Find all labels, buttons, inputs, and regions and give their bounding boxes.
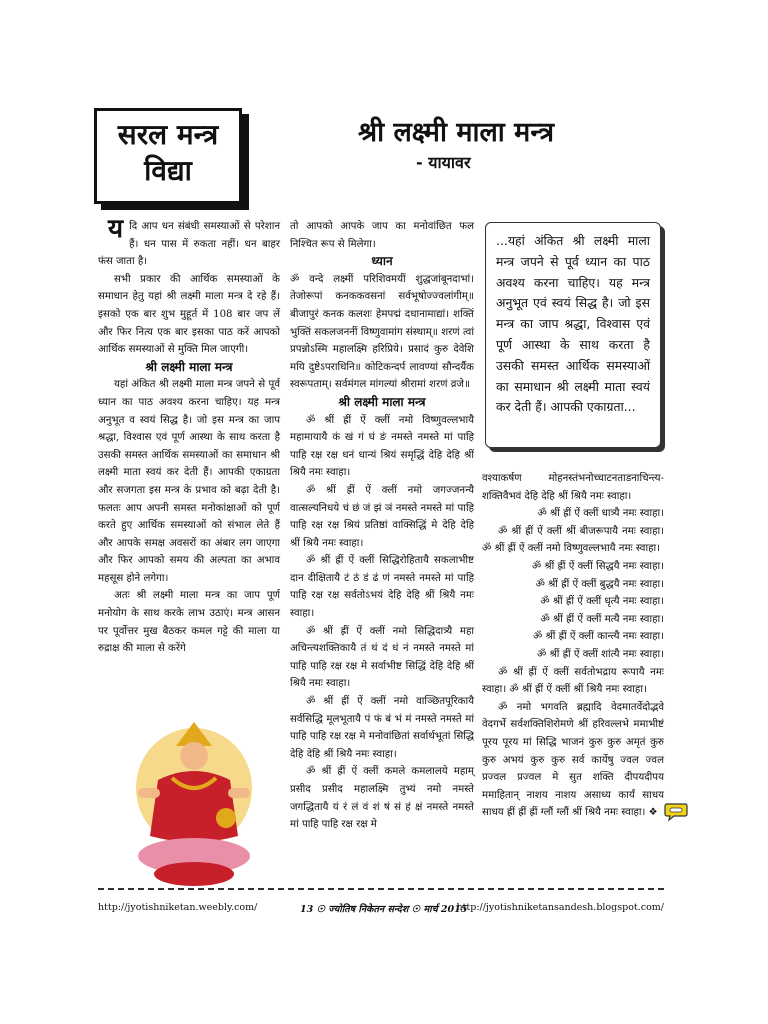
footer-divider xyxy=(98,888,664,890)
section-badge-line2: विद्या xyxy=(144,154,192,187)
paragraph: यहां अंकित श्री लक्ष्मी माला मन्त्र जपने से पूर्व ध्यान का पाठ अवश्य करना चाहिए। यह मन्त्र अनुभूत व स्वयं सिद्ध है। जो इस मन्त्र का जाप श्रद्धा, विश्वास एवं पूर्ण आस्था के साथ करता है उसकी समस्त आर्थिक समस्याओं का समाधान श्री लक्ष्मी माता स्वयं कर देती हैं। आपकी एकाग्रता और सजगता इस मन्त्र के प्रभाव को बढ़ा देती है। फलतः आप अपनी समस्त मनोकांक्षाओं को पूर्ण करते हुए आर्थिक समस्याओं को संभाल लेते हैं और आपके समक्ष अवसरों का अंबार लग जाएगा और फिर आपको समय की अल्पता का अभाव महसूस होने लगेगा। xyxy=(98,379,280,584)
mantra-paragraph: ॐ श्रीं ह्रीं ऐं क्लीं श्रीं बीजरूपायै नमः स्वाहा। ॐ श्रीं ह्रीं ऐं क्लीं नमो विष्णुवल्लभायै नमः स्वाहा। xyxy=(482,525,664,555)
dhyan-heading: ध्यान xyxy=(371,254,393,269)
lotus-petals xyxy=(154,862,234,886)
footer-right-link[interactable]: http://jyotishniketansandesh.blogspot.com/ xyxy=(456,902,664,913)
mantra-line: ॐ श्रीं ह्रीं ऐं क्लीं धात्र्यै नमः स्वाहा। xyxy=(537,508,664,520)
mantra-line: ॐ श्रीं ह्रीं ऐं क्लीं कान्त्यै नमः स्वाहा। xyxy=(532,631,664,643)
section-badge xyxy=(94,108,242,204)
pull-quote-text: ...यहां अंकित श्री लक्ष्मी माला मन्त्र जपने से पूर्व ध्यान का पाठ अवश्य करना चाहिए। यह मन्त्र अनुभूत एवं स्वयं सिद्ध है। जो इस मन्त्र का जाप श्रद्धा, विश्वास एवं पूर्ण आस्था के साथ करता है उसकी समस्त आर्थिक समस्याओं का समाधान श्री लक्ष्मी माता स्वयं कर देती हैं। आपकी एकाग्रता... xyxy=(496,233,650,415)
mantra-line: ॐ श्रीं ह्रीं ऐं क्लीं सिद्धयै नमः स्वाहा। xyxy=(531,560,664,572)
paragraph: अतः श्री लक्ष्मी माला मन्त्र का जाप पूर्ण मनोयोग के साथ करके लाभ उठाएं। मन्त्र आसन पर पूर्वोत्तर मुख बैठकर कमल गट्टे की माला या रुद्राक्ष की माला से करेंगे xyxy=(98,590,280,655)
mantra-line: ॐ श्रीं ह्रीं ऐं क्लीं धृत्यै नमः स्वाहा। xyxy=(540,596,664,608)
mantra-paragraph: ॐ श्रीं ह्रीं ऐं क्लीं सर्वतोभद्राय रूपायै नमः स्वाहा। ॐ श्रीं ह्रीं ऐं क्लीं श्रीं श्रियै नमः स्वाहा। xyxy=(482,666,664,696)
mantra-line: ॐ श्रीं ह्रीं ऐं क्लीं शांत्यै नमः स्वाहा। xyxy=(537,648,664,660)
page-footer xyxy=(98,902,664,922)
column-2 xyxy=(290,218,474,834)
dhyan-verse: ॐ वन्दे लक्ष्मीं परिशिवमयीं शुद्धजांबूनदाभां। तेजोरूपां कनककवसनां सर्वभूषोज्ज्वलांगीम्॥ बीजापुरं कनक कलशः हेमपद्मं दधानामाद्यां। शक्तिं भुक्तिं सकलजननीं विष्णुवामांग संस्थाम्॥ शरणं त्वां प्रपन्नोऽस्मि महालक्ष्मि हरिप्रिये। प्रसादं कुरु देवेशि मयि दुष्टेऽपराधिनि॥ कोटिकन्दर्प लावण्यां सौन्दर्यैक स्वरूपताम्। सर्वमंगल मांगल्यां श्रीरामां शरणं व्रजे॥ xyxy=(290,273,474,391)
drop-cap: य xyxy=(108,214,124,244)
garment xyxy=(150,771,238,842)
author-byline: - यायावर xyxy=(416,153,471,172)
intro-paragraph xyxy=(98,214,280,271)
paragraph: सभी प्रकार की आर्थिक समस्याओं के समाधान हेतु यहां श्री लक्ष्मी माला मन्त्र दे रहे हैं। इसको एक बार शुभ मुहूर्त में 108 बार जप लें और फिर नित्य एक बार इसका पाठ करें आपको आर्थिक समस्याओं से मुक्ति मिल जाएगी। xyxy=(98,273,280,356)
right-arm xyxy=(228,788,250,798)
footer-left-link[interactable]: http://jyotishniketan.weebly.com/ xyxy=(98,902,258,913)
footer-page-info: 13 ☉ ज्योतिष निकेतन सन्देश ☉ मार्च 2015 xyxy=(300,904,468,915)
mantra-paragraph: ॐ श्रीं ह्रीं ऐं क्लीं कमले कमलालये महाम् प्रसीद प्रसीद महालक्ष्मि तुभ्यं नमो नमस्ते जगद्धितायै यं रं लं वं शं षं सं हं क्षं नमस्ते नमस्ते मां पाहि पाहि रक्ष रक्ष मे xyxy=(290,766,474,831)
pull-quote-box xyxy=(485,222,661,448)
mantra-paragraph: ॐ श्रीं ह्रीं ऐं क्लीं नमो जगज्जनन्यै वात्सल्यनिधये चं छं जं झं ञं नमस्ते नमस्ते मां पाहि पाहि रक्ष रक्ष श्रियं प्रतिष्ठां वाक्सिद्धिं मे देहि देहि श्रीं श्रियै नमः स्वाहा। xyxy=(290,484,474,549)
mantra-paragraph: ॐ श्रीं ह्रीं ऐं क्लीं नमो सिद्धिदात्र्यै महा अचिन्त्यशक्तिकायै तं थं दं धं नं नमस्ते नमस्ते मां पाहि पाहि रक्ष रक्ष मे सर्वाभीष्ट सिद्धिं देहि देहि श्रीं श्रियै नमः स्वाहा। xyxy=(290,625,474,690)
mantra-line: ॐ श्रीं ह्रीं ऐं क्लीं बुद्धयै नमः स्वाहा। xyxy=(535,578,664,590)
mantra-paragraph: ॐ नमो भगवति ब्रह्मादि वेदमातर्वेदोद्भवे वेदगर्भे सर्वशक्तिशिरोमणे श्रीं हरिवल्लभे ममाभीष्टं पूरय पूरय मां सिद्धि भाजनं कुरु कुरु अमृतं कुरु कुरु अभयं कुरु कुरु सर्व कार्येषु ज्वल ज्वल प्रज्वल प्रज्वल मे सुत शक्ति दीपयदीपय ममाहितान् नाशय नाशय असाध्य कार्यं साधय साधय ह्रीं ह्रीं ह्रीं ग्लौं ग्लौं श्रीं श्रियै नमः स्वाहा। ❖ xyxy=(482,701,664,819)
goddess-lakshmi-image xyxy=(128,718,260,890)
column-1 xyxy=(98,214,280,658)
intro-text: दि आप धन संबंधी समस्याओं से परेशान हैं। धन पास में रुकता नहीं। धन बाहर फंस जाता है। xyxy=(98,221,280,268)
mantra-paragraph: ॐ श्रीं ह्रीं ऐं क्लीं सिद्धिरोहितायै सकलाभीष्ट दान दीक्षितायै टं ठं डं ढं णं नमस्ते नमस्ते मां पाहि पाहि रक्ष रक्ष सर्वतोऽभयं देहि देहि श्रीं श्रियै नमः स्वाहा। xyxy=(290,555,474,620)
face xyxy=(180,742,208,770)
speech-bubble-icon[interactable] xyxy=(664,802,688,822)
mantra-paragraph: ॐ श्रीं ह्रीं ऐं क्लीं नमो वाञ्छितपूरिकायै सर्वसिद्धि मूलभूतायै पं फं बं भं मं नमस्ते नमस्ते मां पाहि पाहि रक्ष रक्ष मे मनोवांछितां सर्वार्थभूतां सिद्धि देहि देहि श्रीं श्रियै नमः स्वाहा। xyxy=(290,696,474,760)
gold-pot xyxy=(216,808,236,828)
paragraph: तो आपको आपके जाप का मनोवांछित फल निश्चित रूप से मिलेगा। xyxy=(290,221,474,250)
mantra-heading: श्री लक्ष्मी माला मन्त्र xyxy=(338,394,426,409)
mantra-paragraph: वश्याकर्षण मोहनस्तंभनोच्चाटनताडनाचिन्त्य-शक्तिवैभवं देहि देहि श्रीं श्रियै नमः स्वाहा। xyxy=(482,473,664,502)
page-title: श्री लक्ष्मी माला मन्त्र xyxy=(357,117,555,148)
column-3 xyxy=(482,470,664,822)
section-badge-line1: सरल मन्त्र xyxy=(117,118,219,151)
left-arm xyxy=(138,788,160,798)
mantra-line: ॐ श्रीं ह्रीं ऐं क्लीं मत्यै नमः स्वाहा। xyxy=(540,613,664,625)
mantra-paragraph: ॐ श्रीं ह्रीं ऐं क्लीं नमो विष्णुवल्लभायै महामायायै कं खं गं घं ङं नमस्ते नमस्ते मां पाहि पाहि रक्ष रक्ष धनं धान्यं श्रियं समृद्धिं देहि देहि श्रीं श्रियै नमः स्वाहा। xyxy=(290,414,474,479)
section-heading: श्री लक्ष्मी माला मन्त्र xyxy=(145,359,233,374)
